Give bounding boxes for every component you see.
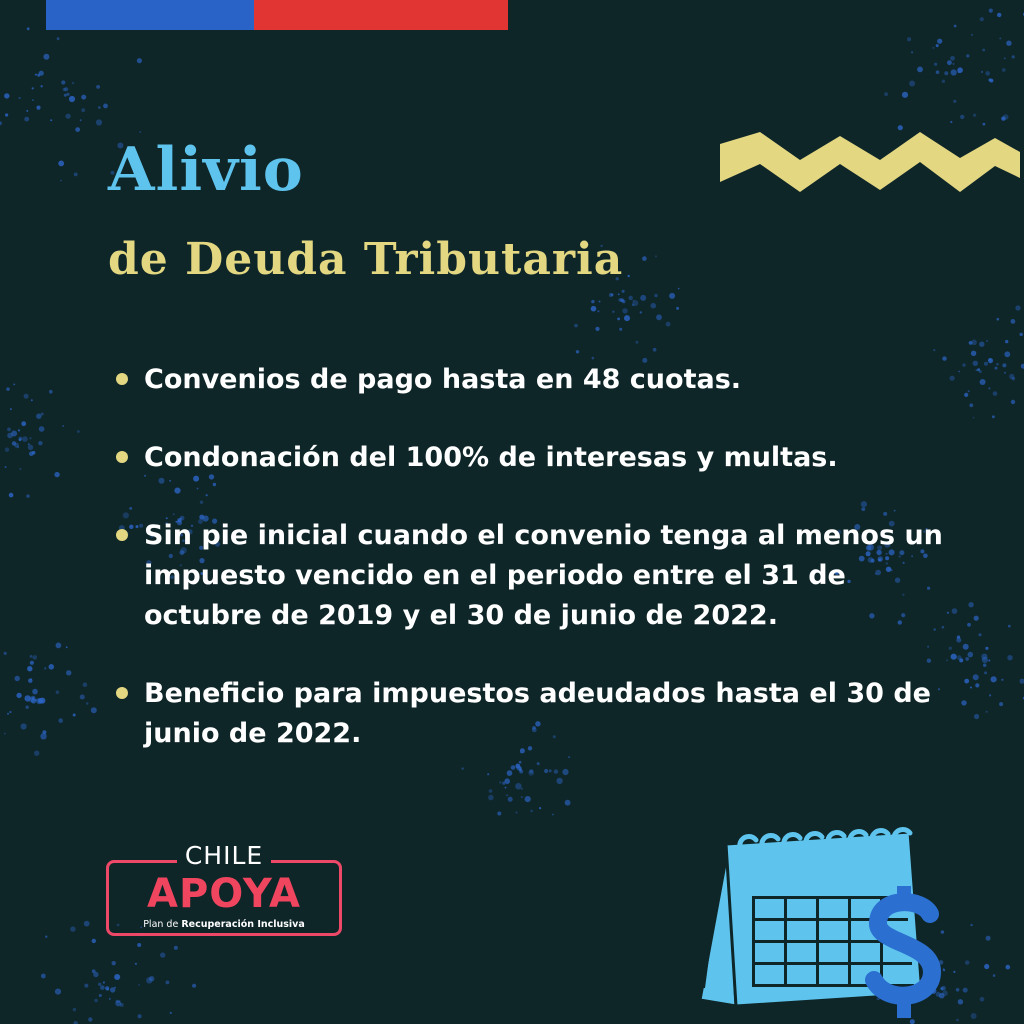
list-item [116,360,956,400]
title-main: Alivio [108,135,304,205]
bullet-dot-icon [116,529,128,541]
chile-apoya-logo [106,841,342,936]
dollar-sign-icon [860,880,950,1024]
title-subtitle: de Deuda Tributaria [108,234,624,285]
bullet-text: Beneficio para impuestos adeudados hasta el 30 de junio de 2022. [144,678,931,749]
logo-tagline-bold: Recuperación Inclusiva [181,919,305,930]
logo-tagline [109,919,339,931]
bullet-text: Sin pie inicial cuando el convenio tenga al menos un impuesto vencido en el periodo entre el 31 de octubre de 2019 y el 30 de junio de 2022. [144,520,943,631]
bullet-text: Condonación del 100% de interesas y multas. [144,442,838,473]
logo-chile-text: CHILE [177,841,271,870]
logo-tagline-prefix: Plan de [143,919,182,930]
bullet-dot-icon [116,373,128,385]
list-item [116,516,956,636]
list-item [116,674,956,754]
bullet-dot-icon [116,687,128,699]
bullet-text: Convenios de pago hasta en 48 cuotas. [144,364,742,395]
benefits-list [116,360,956,792]
list-item [116,438,956,478]
bullet-dot-icon [116,451,128,463]
logo-apoya-text: APOYA [147,871,301,917]
zigzag-decoration-icon [720,132,1020,204]
